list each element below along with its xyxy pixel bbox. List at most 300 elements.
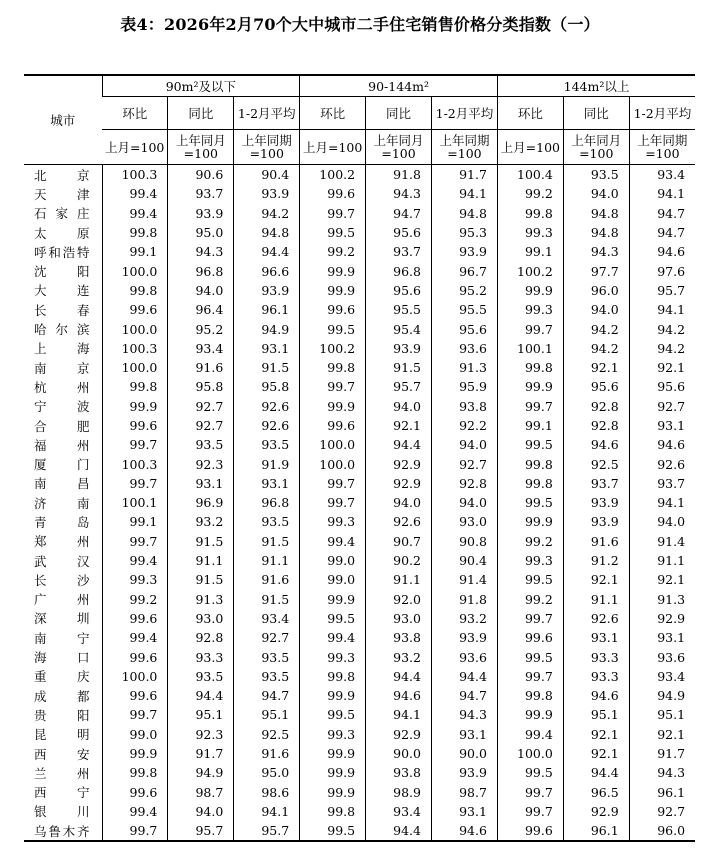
sub-header-avg: 1-2月平均	[431, 97, 497, 130]
index-value: 94.8	[563, 204, 629, 223]
index-value: 92.9	[629, 609, 695, 628]
index-value: 94.3	[431, 705, 497, 724]
index-value: 91.8	[366, 165, 432, 185]
index-value: 93.9	[563, 512, 629, 531]
index-value: 95.7	[168, 821, 234, 841]
index-value: 93.5	[168, 435, 234, 454]
index-value: 99.7	[300, 204, 366, 223]
index-value: 93.1	[431, 802, 497, 821]
index-value: 96.1	[234, 300, 300, 319]
table-row	[24, 783, 695, 802]
index-value: 96.6	[234, 261, 300, 280]
index-value: 91.4	[431, 570, 497, 589]
index-value: 99.6	[102, 300, 168, 319]
index-value: 93.0	[168, 609, 234, 628]
table-row	[24, 763, 695, 782]
index-value: 95.7	[629, 281, 695, 300]
index-value: 99.7	[497, 802, 563, 821]
table-row	[24, 590, 695, 609]
table-row	[24, 165, 695, 185]
group-header-medium: 90-144m²	[300, 75, 498, 97]
index-value: 95.7	[234, 821, 300, 841]
city-name: 兰州	[34, 765, 90, 781]
index-value: 97.6	[629, 261, 695, 280]
city-name: 乌鲁木齐	[24, 821, 102, 841]
index-value: 91.6	[563, 532, 629, 551]
index-value: 94.1	[629, 184, 695, 203]
index-value: 92.0	[366, 590, 432, 609]
index-value: 90.8	[431, 532, 497, 551]
city-name: 昆明	[34, 727, 90, 743]
index-value: 95.0	[168, 223, 234, 242]
city-name: 宁波	[34, 399, 90, 415]
index-value: 94.4	[563, 763, 629, 782]
sub-header-yoy: 同比	[168, 97, 234, 130]
index-value: 99.9	[300, 763, 366, 782]
index-value: 94.6	[563, 686, 629, 705]
index-value: 94.0	[563, 184, 629, 203]
index-value: 94.4	[366, 435, 432, 454]
index-value: 93.9	[431, 242, 497, 261]
index-value: 94.4	[366, 821, 432, 841]
index-value: 92.6	[234, 397, 300, 416]
index-value: 94.2	[629, 339, 695, 358]
city-name: 济南	[34, 495, 90, 511]
city-name: 大连	[34, 283, 90, 299]
index-value: 100.3	[102, 339, 168, 358]
index-value: 93.1	[629, 628, 695, 647]
index-value: 94.6	[431, 821, 497, 841]
index-value: 99.6	[102, 783, 168, 802]
index-value: 99.1	[102, 512, 168, 531]
index-value: 90.0	[431, 744, 497, 763]
index-value: 93.7	[366, 242, 432, 261]
group-header-small: 90m²及以下	[102, 75, 300, 97]
index-value: 92.6	[366, 512, 432, 531]
table-row	[24, 358, 695, 377]
index-value: 99.7	[102, 474, 168, 493]
index-value: 99.6	[300, 300, 366, 319]
index-value: 92.8	[431, 474, 497, 493]
index-value: 94.2	[234, 204, 300, 223]
index-value: 95.6	[431, 319, 497, 338]
index-value: 99.7	[300, 493, 366, 512]
index-value: 99.4	[300, 628, 366, 647]
index-value: 95.1	[168, 705, 234, 724]
city-name: 西宁	[34, 785, 90, 801]
index-value: 94.4	[168, 686, 234, 705]
index-value: 93.3	[563, 667, 629, 686]
table-row	[24, 609, 695, 628]
index-value: 98.6	[234, 783, 300, 802]
table-row	[24, 493, 695, 512]
city-name: 太原	[34, 225, 90, 241]
index-value: 99.7	[102, 821, 168, 841]
index-value: 99.5	[497, 647, 563, 666]
index-value: 100.0	[300, 454, 366, 473]
city-name: 沈阳	[34, 264, 90, 280]
index-value: 100.0	[300, 435, 366, 454]
index-value: 93.7	[168, 184, 234, 203]
table-row	[24, 802, 695, 821]
index-value: 92.1	[629, 570, 695, 589]
index-value: 91.6	[168, 358, 234, 377]
index-value: 91.4	[629, 532, 695, 551]
index-value: 99.5	[497, 435, 563, 454]
index-value: 99.4	[102, 204, 168, 223]
index-value: 94.4	[234, 242, 300, 261]
index-value: 91.9	[234, 454, 300, 473]
index-value: 99.5	[300, 223, 366, 242]
index-value: 99.6	[300, 416, 366, 435]
index-value: 91.6	[234, 744, 300, 763]
table-row	[24, 570, 695, 589]
sub-header-avg: 1-2月平均	[629, 97, 695, 130]
table-row	[24, 705, 695, 724]
index-value: 93.8	[366, 763, 432, 782]
index-value: 93.3	[168, 647, 234, 666]
base-header-mom: 上月=100	[300, 130, 366, 165]
index-value: 93.9	[168, 204, 234, 223]
index-value: 99.3	[300, 647, 366, 666]
index-value: 93.9	[563, 493, 629, 512]
city-name: 青岛	[34, 514, 90, 530]
city-name: 天津	[34, 186, 90, 202]
index-value: 99.8	[102, 377, 168, 396]
index-value: 94.4	[366, 667, 432, 686]
city-name: 深圳	[34, 611, 90, 627]
index-value: 95.6	[366, 223, 432, 242]
index-value: 91.1	[234, 551, 300, 570]
index-value: 92.8	[563, 416, 629, 435]
index-value: 93.4	[366, 802, 432, 821]
index-value: 93.1	[168, 474, 234, 493]
table-row	[24, 725, 695, 744]
index-value: 94.6	[629, 242, 695, 261]
index-value: 91.5	[168, 570, 234, 589]
index-value: 95.6	[563, 377, 629, 396]
index-value: 92.9	[563, 802, 629, 821]
index-value: 94.0	[563, 300, 629, 319]
index-value: 94.0	[366, 397, 432, 416]
table-row	[24, 261, 695, 280]
table-row	[24, 454, 695, 473]
index-value: 92.7	[234, 628, 300, 647]
index-value: 99.6	[497, 821, 563, 841]
index-value: 99.5	[497, 493, 563, 512]
index-value: 92.5	[234, 725, 300, 744]
index-value: 94.3	[366, 184, 432, 203]
index-value: 100.0	[497, 744, 563, 763]
index-value: 99.7	[497, 609, 563, 628]
index-value: 99.4	[102, 551, 168, 570]
base-header-yoy: 上年同月=100	[563, 130, 629, 165]
index-value: 94.4	[431, 667, 497, 686]
index-value: 99.2	[497, 184, 563, 203]
sub-header-yoy: 同比	[563, 97, 629, 130]
index-value: 99.3	[497, 551, 563, 570]
table-row	[24, 532, 695, 551]
index-value: 93.6	[431, 647, 497, 666]
base-header-mom: 上月=100	[497, 130, 563, 165]
index-value: 93.1	[234, 339, 300, 358]
index-value: 96.5	[563, 783, 629, 802]
group-header-large: 144m²以上	[497, 75, 695, 97]
index-value: 94.1	[431, 184, 497, 203]
table-row	[24, 686, 695, 705]
index-value: 100.1	[497, 339, 563, 358]
table-row	[24, 435, 695, 454]
index-value: 91.8	[431, 590, 497, 609]
index-value: 92.1	[629, 725, 695, 744]
index-value: 95.6	[629, 377, 695, 396]
index-value: 99.9	[300, 783, 366, 802]
index-value: 93.4	[629, 165, 695, 185]
index-value: 94.7	[629, 204, 695, 223]
index-value: 95.6	[366, 281, 432, 300]
index-value: 95.5	[431, 300, 497, 319]
index-value: 99.7	[102, 435, 168, 454]
index-value: 92.3	[168, 725, 234, 744]
index-value: 91.5	[168, 532, 234, 551]
index-value: 92.7	[431, 454, 497, 473]
index-value: 99.3	[300, 725, 366, 744]
index-value: 93.9	[234, 184, 300, 203]
index-value: 95.9	[431, 377, 497, 396]
index-value: 99.6	[102, 416, 168, 435]
table-row	[24, 647, 695, 666]
index-value: 91.3	[168, 590, 234, 609]
index-value: 99.6	[497, 628, 563, 647]
index-value: 93.2	[168, 512, 234, 531]
index-value: 99.9	[300, 261, 366, 280]
index-value: 99.4	[497, 725, 563, 744]
index-value: 94.7	[234, 686, 300, 705]
index-value: 99.6	[300, 184, 366, 203]
index-value: 99.8	[497, 454, 563, 473]
index-value: 91.7	[168, 744, 234, 763]
city-name: 广州	[34, 592, 90, 608]
index-value: 93.2	[366, 647, 432, 666]
city-name: 南宁	[34, 630, 90, 646]
index-value: 94.0	[629, 512, 695, 531]
index-value: 92.1	[366, 416, 432, 435]
index-value: 99.0	[102, 725, 168, 744]
index-value: 93.6	[431, 339, 497, 358]
index-value: 99.5	[300, 319, 366, 338]
index-value: 98.7	[168, 783, 234, 802]
index-value: 92.9	[366, 725, 432, 744]
index-value: 94.7	[629, 223, 695, 242]
index-value: 100.4	[497, 165, 563, 185]
index-value: 99.9	[497, 377, 563, 396]
index-value: 95.1	[234, 705, 300, 724]
index-value: 99.2	[497, 532, 563, 551]
base-header-avg: 上年同期=100	[431, 130, 497, 165]
index-value: 94.6	[563, 435, 629, 454]
index-value: 99.2	[102, 590, 168, 609]
index-value: 99.3	[300, 512, 366, 531]
city-name: 杭州	[34, 379, 90, 395]
index-value: 90.0	[366, 744, 432, 763]
index-value: 92.9	[366, 454, 432, 473]
index-value: 94.9	[168, 763, 234, 782]
index-value: 100.0	[102, 319, 168, 338]
index-value: 99.3	[497, 300, 563, 319]
index-value: 94.3	[168, 242, 234, 261]
index-value: 92.7	[168, 416, 234, 435]
index-value: 99.8	[102, 281, 168, 300]
table-row	[24, 512, 695, 531]
index-value: 96.1	[629, 783, 695, 802]
index-value: 93.8	[366, 628, 432, 647]
index-value: 94.0	[431, 493, 497, 512]
index-value: 93.5	[168, 667, 234, 686]
index-value: 93.5	[234, 667, 300, 686]
index-value: 92.8	[168, 628, 234, 647]
index-value: 100.0	[102, 261, 168, 280]
index-value: 95.5	[366, 300, 432, 319]
table-row	[24, 744, 695, 763]
index-value: 96.8	[366, 261, 432, 280]
city-name: 贵阳	[34, 707, 90, 723]
index-value: 94.9	[629, 686, 695, 705]
index-value: 93.1	[431, 725, 497, 744]
index-value: 93.7	[563, 474, 629, 493]
index-value: 93.0	[431, 512, 497, 531]
index-value: 99.7	[102, 532, 168, 551]
index-value: 99.7	[102, 705, 168, 724]
table-row	[24, 397, 695, 416]
index-value: 96.7	[431, 261, 497, 280]
index-value: 92.9	[366, 474, 432, 493]
index-value: 94.0	[168, 802, 234, 821]
city-name: 合肥	[34, 418, 90, 434]
city-name: 成都	[34, 688, 90, 704]
city-name: 郑州	[34, 534, 90, 550]
index-value: 99.5	[300, 609, 366, 628]
city-name: 上海	[34, 341, 90, 357]
index-value: 94.0	[431, 435, 497, 454]
index-value: 99.9	[300, 744, 366, 763]
index-value: 93.4	[234, 609, 300, 628]
base-header-avg: 上年同期=100	[234, 130, 300, 165]
index-value: 93.9	[366, 339, 432, 358]
index-value: 91.6	[234, 570, 300, 589]
index-value: 92.1	[563, 358, 629, 377]
index-value: 99.6	[102, 686, 168, 705]
index-value: 99.8	[102, 223, 168, 242]
index-value: 99.7	[497, 667, 563, 686]
index-value: 93.1	[629, 416, 695, 435]
index-value: 99.7	[300, 474, 366, 493]
index-value: 94.1	[366, 705, 432, 724]
index-value: 99.4	[102, 802, 168, 821]
index-value: 94.7	[366, 204, 432, 223]
index-value: 99.2	[497, 590, 563, 609]
index-value: 91.1	[563, 590, 629, 609]
index-value: 94.1	[629, 300, 695, 319]
table-row	[24, 319, 695, 338]
index-value: 93.5	[234, 435, 300, 454]
index-value: 95.3	[431, 223, 497, 242]
index-value: 99.8	[497, 204, 563, 223]
index-value: 96.0	[563, 281, 629, 300]
index-value: 100.2	[300, 339, 366, 358]
base-header-yoy: 上年同月=100	[168, 130, 234, 165]
index-value: 91.5	[234, 358, 300, 377]
index-value: 94.8	[563, 223, 629, 242]
index-value: 91.2	[563, 551, 629, 570]
index-value: 92.1	[563, 744, 629, 763]
index-value: 93.5	[234, 512, 300, 531]
index-value: 99.4	[102, 184, 168, 203]
table-row	[24, 281, 695, 300]
index-value: 95.7	[366, 377, 432, 396]
index-value: 94.9	[234, 319, 300, 338]
index-value: 93.5	[563, 165, 629, 185]
index-value: 92.5	[563, 454, 629, 473]
index-value: 99.9	[497, 705, 563, 724]
index-value: 99.9	[300, 686, 366, 705]
index-value: 95.4	[366, 319, 432, 338]
index-value: 99.3	[497, 223, 563, 242]
index-value: 92.6	[629, 454, 695, 473]
index-value: 95.1	[563, 705, 629, 724]
index-value: 99.8	[102, 763, 168, 782]
index-value: 94.8	[431, 204, 497, 223]
city-name: 呼和浩特	[34, 244, 90, 260]
price-index-table	[24, 74, 695, 842]
index-value: 95.8	[168, 377, 234, 396]
table-row	[24, 551, 695, 570]
index-value: 99.1	[102, 242, 168, 261]
index-value: 91.7	[629, 744, 695, 763]
index-value: 94.3	[563, 242, 629, 261]
index-value: 99.9	[497, 281, 563, 300]
index-value: 94.0	[168, 281, 234, 300]
base-header-mom: 上月=100	[102, 130, 168, 165]
index-value: 99.6	[102, 647, 168, 666]
index-value: 99.9	[102, 397, 168, 416]
index-value: 91.1	[168, 551, 234, 570]
index-value: 90.6	[168, 165, 234, 185]
city-name: 石家庄	[34, 206, 90, 222]
table-row	[24, 339, 695, 358]
index-value: 99.5	[497, 763, 563, 782]
index-value: 93.7	[629, 474, 695, 493]
sub-header-mom: 环比	[300, 97, 366, 130]
index-value: 93.9	[234, 281, 300, 300]
table-row	[24, 300, 695, 319]
index-value: 99.7	[497, 397, 563, 416]
index-value: 92.2	[431, 416, 497, 435]
city-name: 南昌	[34, 476, 90, 492]
index-value: 92.1	[629, 358, 695, 377]
index-value: 94.3	[629, 763, 695, 782]
index-value: 94.2	[563, 339, 629, 358]
index-value: 90.4	[431, 551, 497, 570]
index-value: 92.6	[563, 609, 629, 628]
index-value: 100.2	[497, 261, 563, 280]
index-value: 100.2	[300, 165, 366, 185]
table-row	[24, 474, 695, 493]
city-name: 哈尔滨	[34, 322, 90, 338]
index-value: 92.8	[563, 397, 629, 416]
table-row	[24, 628, 695, 647]
index-value: 96.8	[168, 261, 234, 280]
index-value: 90.4	[234, 165, 300, 185]
